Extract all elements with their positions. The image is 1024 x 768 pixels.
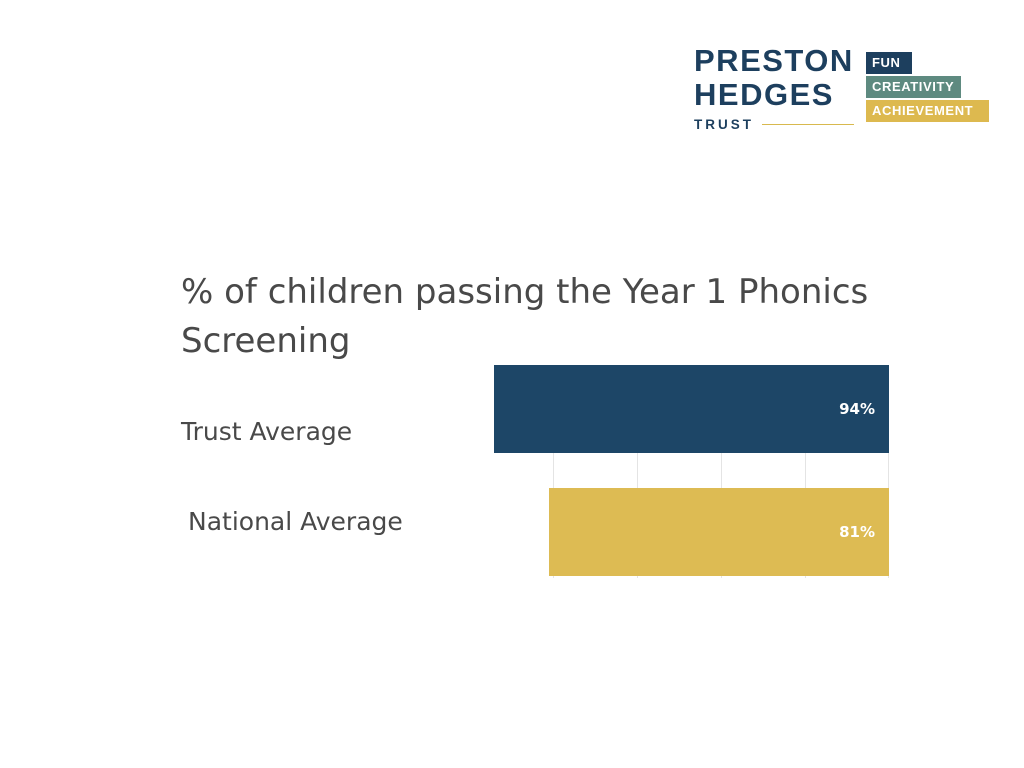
- logo-tag-fun: FUN: [866, 52, 912, 74]
- logo-trust-text: TRUST: [694, 117, 754, 132]
- chart-plot-area: [469, 365, 889, 578]
- bar-value-national-average: 81%: [839, 523, 875, 541]
- logo-wordmark: [694, 44, 854, 132]
- category-label-trust-average: Trust Average: [181, 417, 353, 446]
- bar-row-national-average: [469, 488, 889, 576]
- logo-tag-creativity: CREATIVITY: [866, 76, 961, 98]
- chart-title: % of children passing the Year 1 Phonics Screening: [181, 272, 869, 361]
- logo-tag-list: [866, 52, 991, 124]
- logo-line-hedges: HEDGES: [694, 77, 834, 112]
- bar-value-trust-average: 94%: [839, 400, 875, 418]
- phonics-bar-chart: [181, 365, 891, 580]
- logo-divider-rule: [762, 124, 854, 125]
- bar-national-average: [549, 488, 889, 576]
- logo-trust-row: [694, 117, 854, 132]
- logo-tag-achievement: ACHIEVEMENT: [866, 100, 989, 122]
- category-label-national-average: National Average: [188, 507, 403, 536]
- logo-line-preston: PRESTON: [694, 43, 854, 78]
- bar-row-trust-average: [469, 365, 889, 453]
- bar-trust-average: [494, 365, 889, 453]
- preston-hedges-trust-logo: [694, 44, 994, 144]
